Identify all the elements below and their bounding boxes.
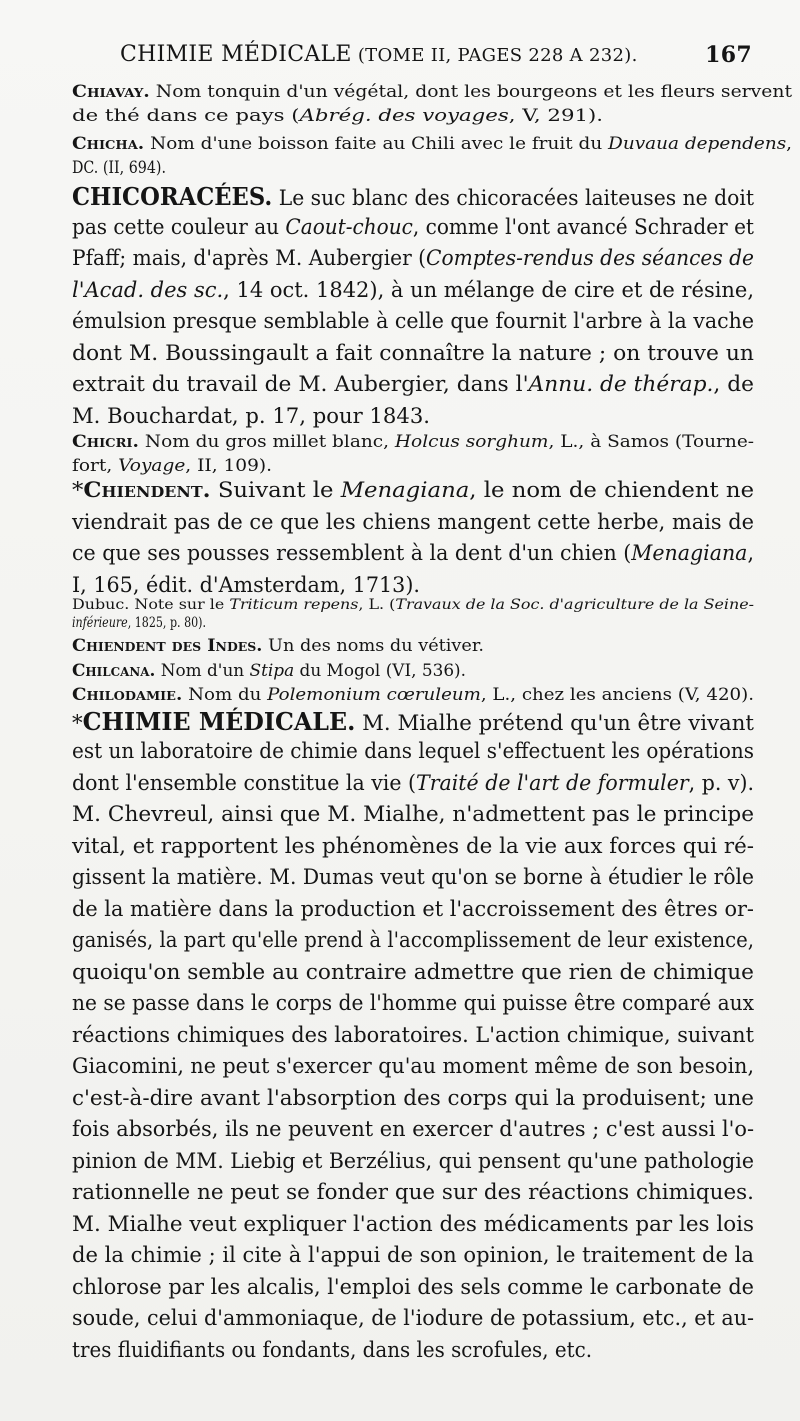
text-line: dont M. Boussingault a fait connaître la nature ; on trouve un [72, 341, 754, 366]
running-title-rest: (TOME II, PAGES 228 A 232). [351, 45, 638, 66]
text-line: rationnelle ne peut se fonder que sur des réactions chimiques. [72, 1180, 754, 1205]
text-line: pas cette couleur au Caout-chouc, comme l'ont avancé Schrader et [72, 215, 754, 240]
text-line: ce que ses pousses ressemblent à la dent d'un chien (Menagiana, [72, 541, 754, 566]
text-line: Dubuc. Note sur le Triticum repens, L. (Travaux de la Soc. d'agriculture de la Seine- [72, 597, 754, 613]
text-line: M. Mialhe veut expliquer l'action des médicaments par les lois [72, 1212, 755, 1237]
text-line: de thé dans ce pays (Abrég. des voyages, V, 291). [72, 106, 604, 126]
text-line: M. Chevreul, ainsi que M. Mialhe, n'admettent pas le principe [72, 802, 755, 827]
text-line: de la chimie ; il cite à l'appui de son opinion, le traitement de la [72, 1243, 754, 1268]
text-line: tres fluidifiants ou fondants, dans les scrofules, etc. [72, 1338, 593, 1363]
text-line: Chicha. Nom d'une boisson faite au Chili avec le fruit du Duvaua dependens, [72, 134, 793, 154]
text-line: réactions chimiques des laboratoires. L'action chimique, suivant [72, 1023, 754, 1048]
page-number: 167 [705, 42, 752, 68]
text-line: de la matière dans la production et l'accroissement des êtres or- [72, 897, 754, 922]
text-line: l'Acad. des sc., 14 oct. 1842), à un mélange de cire et de résine, [72, 278, 755, 303]
text-line: Chicri. Nom du gros millet blanc, Holcus sorghum, L., à Samos (Tourne- [72, 432, 755, 452]
text-line: Giacomini, ne peut s'exercer qu'au moment même de son besoin, [72, 1054, 755, 1079]
text-line: fois absorbés, ils ne peuvent en exercer d'autres ; c'est aussi l'o- [72, 1117, 755, 1142]
text-line: M. Bouchardat, p. 17, pour 1843. [72, 404, 431, 429]
text-line: I, 165, édit. d'Amsterdam, 1713). [72, 573, 421, 598]
text-line: soude, celui d'ammoniaque, de l'iodure de potassium, etc., et au- [72, 1306, 755, 1331]
running-title-main: CHIMIE MÉDICALE [120, 42, 352, 67]
text-line: inférieure, 1825, p. 80). [72, 615, 206, 631]
running-title [120, 42, 638, 67]
text-line: ne se passe dans le corps de l'homme qui puisse être comparé aux [72, 991, 755, 1016]
text-line: vital, et rapportent les phénomènes de la vie aux forces qui ré- [72, 834, 755, 859]
text-line: *Chiendent. Suivant le Menagiana, le nom de chiendent ne [72, 478, 755, 503]
text-line: pinion de MM. Liebig et Berzélius, qui pensent qu'une pathologie [72, 1149, 754, 1174]
running-header [72, 38, 752, 72]
text-line: DC. (II, 694). [72, 158, 167, 178]
text-line: est un laboratoire de chimie dans lequel s'effectuent les opérations [72, 739, 755, 764]
text-line: dont l'ensemble constitue la vie (Traité de l'art de formuler, p. v). [72, 771, 754, 796]
text-line: émulsion presque semblable à celle que fournit l'arbre à la vache [72, 309, 755, 334]
text-line: chlorose par les alcalis, l'emploi des sels comme le carbonate de [72, 1275, 754, 1300]
text-line: Chilodamie. Nom du Polemonium cœruleum, L., chez les anciens (V, 420). [72, 685, 754, 705]
text-line: *CHIMIE MÉDICALE. M. Mialhe prétend qu'un être vivant [72, 707, 754, 736]
text-line: Chilcana. Nom d'un Stipa du Mogol (VI, 536). [72, 661, 467, 681]
text-line: viendrait pas de ce que les chiens mangent cette herbe, mais de [72, 510, 754, 535]
text-line: gissent la matière. M. Dumas veut qu'on se borne à étudier le rôle [72, 865, 755, 890]
text-line: Pfaff; mais, d'après M. Aubergier (Comptes-rendus des séances de [72, 246, 755, 271]
text-line: ganisés, la part qu'elle prend à l'accomplissement de leur existence, [72, 928, 754, 953]
text-line: quoiqu'on semble au contraire admettre que rien de chimique [72, 960, 754, 985]
text-line: CHICORACÉES. Le suc blanc des chicoracées laiteuses ne doit [72, 182, 755, 211]
text-line: Chiavay. Nom tonquin d'un végétal, dont les bourgeons et les fleurs servent [72, 82, 792, 102]
text-line: c'est-à-dire avant l'absorption des corps qui la produisent; une [72, 1086, 755, 1111]
text-line: Chiendent des Indes. Un des noms du vétiver. [72, 636, 484, 656]
text-line: fort, Voyage, II, 109). [72, 456, 272, 476]
text-line: extrait du travail de M. Aubergier, dans l'Annu. de thérap., de [72, 372, 754, 397]
